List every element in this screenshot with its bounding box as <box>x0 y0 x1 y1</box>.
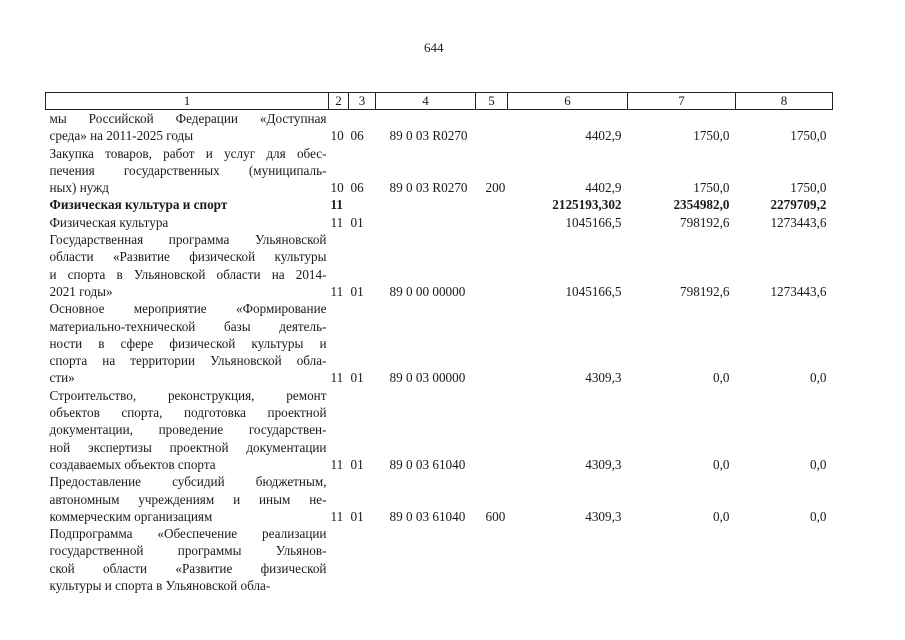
row-amount-col6: 1045166,5 <box>565 214 622 230</box>
row-amount-col6: 4309,3 <box>585 508 622 524</box>
row-amount-col6: 2125193,302 <box>552 197 622 213</box>
row-name-line: объектов спорта, подготовка проектной <box>49 405 327 421</box>
row-target-article: 89 0 03 61040 <box>389 456 466 472</box>
row-amount-col7: 0,0 <box>713 456 730 472</box>
row-name-line: ности в сфере физической культуры и <box>49 335 327 351</box>
row-expense-type <box>476 214 508 231</box>
row-section-code: 11 <box>330 370 344 386</box>
row-name-line: культуры и спорта в Ульяновской обла- <box>49 578 271 594</box>
header-col-4: 4 <box>376 93 476 110</box>
row-amount-col8: 1750,0 <box>790 180 827 196</box>
row-name-line: Физическая культура <box>49 214 169 230</box>
row-name <box>46 387 329 473</box>
header-col-6: 6 <box>508 93 628 110</box>
row-name <box>46 196 329 213</box>
table-header-row <box>46 93 833 110</box>
header-col-5: 5 <box>476 93 508 110</box>
row-amount-col7: 798192,6 <box>680 214 730 230</box>
table-row <box>46 473 833 525</box>
row-name-line: 2021 годы» <box>49 283 113 299</box>
row-amount-col7: 2354982,0 <box>673 197 730 213</box>
row-amount-col7 <box>628 525 736 594</box>
row-amount-col8: 0,0 <box>810 370 827 386</box>
row-expense-type <box>476 110 508 145</box>
row-name-line: создаваемых объектов спорта <box>49 456 216 472</box>
row-name-line: мы Российской Федерации «Доступная <box>49 111 327 126</box>
row-name <box>46 145 329 197</box>
row-target-article: 89 0 03 R0270 <box>389 180 468 196</box>
row-amount-col6: 1045166,5 <box>565 283 622 299</box>
row-name <box>46 110 329 145</box>
row-target-article: 89 0 03 00000 <box>389 370 466 386</box>
row-name-line: Подпрограмма «Обеспечение реализации <box>49 526 327 542</box>
row-amount-col8: 2279709,2 <box>770 197 827 213</box>
row-section-code: 11 <box>330 197 343 213</box>
row-name-line: области «Развитие физической культуры <box>49 249 327 265</box>
row-amount-col8: 1750,0 <box>790 128 827 144</box>
row-target-article <box>376 196 476 213</box>
row-name-line: и спорта в Ульяновской области на 2014- <box>49 266 327 282</box>
row-amount-col7: 1750,0 <box>693 180 730 196</box>
row-amount-col7: 798192,6 <box>680 283 730 299</box>
table-row <box>46 387 833 473</box>
row-target-article <box>376 214 476 231</box>
row-name <box>46 300 329 386</box>
row-name-line: печения государственных (муниципаль- <box>49 162 327 178</box>
table-row <box>46 231 833 300</box>
row-amount-col7: 0,0 <box>713 370 730 386</box>
row-name <box>46 473 329 525</box>
row-expense-type <box>476 196 508 213</box>
table-row <box>46 525 833 594</box>
row-subsection-code: 01 <box>350 456 364 472</box>
row-amount-col8: 1273443,6 <box>770 214 827 230</box>
row-section-code: 10 <box>330 180 344 196</box>
row-name-line: среда» на 2011-2025 годы <box>49 128 194 144</box>
row-expense-type: 600 <box>485 508 506 524</box>
row-subsection-code: 01 <box>350 214 364 230</box>
row-amount-col6: 4402,9 <box>585 128 622 144</box>
row-amount-col8 <box>736 525 833 594</box>
row-name-line: материально-технической базы деятель- <box>49 318 327 334</box>
table-row <box>46 145 833 197</box>
table-body <box>46 110 833 595</box>
row-section-code: 10 <box>330 128 344 144</box>
row-subsection-code: 06 <box>350 128 364 144</box>
row-name-line: ных) нужд <box>49 180 109 196</box>
row-name <box>46 214 329 231</box>
row-name-line: Основное мероприятие «Формирование <box>49 301 327 317</box>
table-row <box>46 110 833 145</box>
header-col-3: 3 <box>349 93 376 110</box>
header-col-7: 7 <box>628 93 736 110</box>
row-amount-col8: 0,0 <box>810 456 827 472</box>
row-section-code <box>329 525 349 594</box>
row-name-line: Физическая культура и спорт <box>49 197 228 213</box>
row-section-code: 11 <box>330 283 344 299</box>
row-subsection-code <box>349 196 376 213</box>
row-expense-type: 200 <box>485 180 506 196</box>
row-subsection-code <box>349 525 376 594</box>
row-name-line: ной экспертизы проектной документации <box>49 439 327 455</box>
table-row <box>46 214 833 231</box>
row-amount-col8: 1273443,6 <box>770 283 827 299</box>
row-target-article: 89 0 03 R0270 <box>389 128 468 144</box>
budget-table <box>45 92 833 594</box>
row-target-article: 89 0 00 00000 <box>389 283 466 299</box>
row-section-code: 11 <box>330 214 344 230</box>
header-col-8: 8 <box>736 93 833 110</box>
row-target-article <box>376 525 476 594</box>
row-section-code: 11 <box>330 456 344 472</box>
page-number: 644 <box>424 40 444 55</box>
row-name-line: Государственная программа Ульяновской <box>49 232 327 248</box>
row-amount-col6: 4309,3 <box>585 370 622 386</box>
row-subsection-code: 01 <box>350 283 364 299</box>
table-row <box>46 196 833 213</box>
row-name-line: коммерческим организациям <box>49 508 213 524</box>
table-row <box>46 300 833 386</box>
row-name-line: автономным учреждениям и иным не- <box>49 491 327 507</box>
row-name-line: сти» <box>49 370 75 386</box>
row-subsection-code: 01 <box>350 370 364 386</box>
row-name-line: Предоставление субсидий бюджетным, <box>49 474 327 490</box>
header-col-1: 1 <box>46 93 329 110</box>
row-name-line: документации, проведение государствен- <box>49 422 327 438</box>
row-expense-type <box>476 300 508 386</box>
row-name-line: Строительство, реконструкция, ремонт <box>49 387 327 403</box>
row-amount-col8: 0,0 <box>810 508 827 524</box>
row-name <box>46 231 329 300</box>
header-col-2: 2 <box>329 93 349 110</box>
row-amount-col6: 4309,3 <box>585 456 622 472</box>
row-subsection-code: 01 <box>350 508 364 524</box>
row-name <box>46 525 329 594</box>
row-name-line: государственной программы Ульянов- <box>49 543 327 559</box>
row-amount-col7: 1750,0 <box>693 128 730 144</box>
row-target-article: 89 0 03 61040 <box>389 508 466 524</box>
row-expense-type <box>476 231 508 300</box>
row-name-line: спорта на территории Ульяновской обла- <box>49 353 327 369</box>
row-amount-col6 <box>508 525 628 594</box>
row-expense-type <box>476 387 508 473</box>
row-expense-type <box>476 525 508 594</box>
row-subsection-code: 06 <box>350 180 364 196</box>
row-amount-col7: 0,0 <box>713 508 730 524</box>
row-section-code: 11 <box>330 508 344 524</box>
row-name-line: Закупка товаров, работ и услуг для обес- <box>49 145 327 161</box>
row-amount-col6: 4402,9 <box>585 180 622 196</box>
row-name-line: ской области «Развитие физической <box>49 560 327 576</box>
